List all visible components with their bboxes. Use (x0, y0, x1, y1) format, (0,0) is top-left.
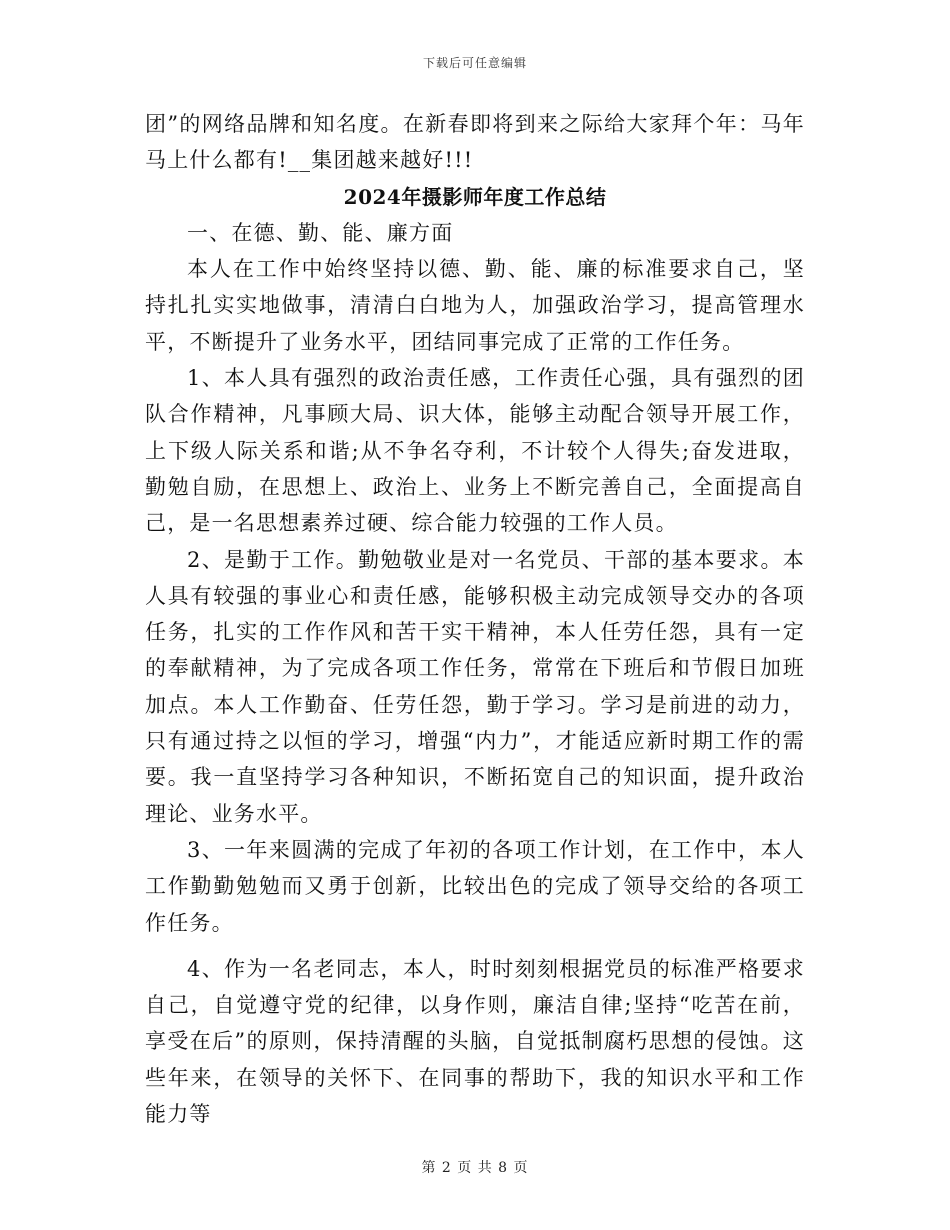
paragraph-1: 1、本人具有强烈的政治责任感，工作责任心强，具有强烈的团队合作精神，凡事顾大局、识大体，能够主动配合领导开展工作，上下级人际关系和谐;从不争名夺利，不计较个人得失;奋发进取，勤勉自励，在思想上、政治上、业务上不断完善自己，全面提高自己，是一名思想素养过硬、综合能力较强的工作人员。 (145, 366, 805, 536)
page-header: 下载后可任意编辑 (422, 56, 527, 70)
paragraph-4: 4、作为一名老同志，本人，时时刻刻根据党员的标准严格要求自己，自觉遵守党的纪律，以身作则，廉洁自律;坚持“吃苦在前，享受在后”的原则，保持清醒的头脑，自觉抵制腐朽思想的侵蚀。这些年来，在领导的关怀下、在同事的帮助下，我的知识水平和工作能力等 (145, 956, 805, 1127)
document-body (145, 106, 805, 1132)
paragraph-2: 2、是勤于工作。勤勉敬业是对一名党员、干部的基本要求。本人具有较强的事业心和责任感，能够积极主动完成领导交办的各项任务，扎实的工作作风和苦干实干精神，本人任劳任怨，具有一定的奉献精神，为了完成各项工作任务，常常在下班后和节假日加班加点。本人工作勤奋、任劳任怨，勤于学习。学习是前进的动力，只有通过持之以恒的学习，增强“内力”，才能适应新时期工作的需要。我一直坚持学习各种知识，不断拓宽自己的知识面，提升政治理论、业务水平。 (145, 547, 805, 826)
page-number: 第 2 页 共 8 页 (421, 1160, 529, 1176)
section-heading: 一、在德、勤、能、廉方面 (187, 220, 454, 245)
continuation-paragraph: 团”的网络品牌和知名度。在新春即将到来之际给大家拜个年：马年马上什么都有!__集团越来越好!!! (145, 112, 805, 173)
paragraph-3: 3、一年来圆满的完成了年初的各项工作计划，在工作中，本人工作勤勤勉勉而又勇于创新，比较出色的完成了领导交给的各项工作任务。 (145, 837, 805, 935)
document-title: 2024年摄影师年度工作总结 (343, 184, 607, 209)
paragraph-intro: 本人在工作中始终坚持以德、勤、能、廉的标准要求自己，坚持扎扎实实地做事，清清白白地为人，加强政治学习，提高管理水平，不断提升了业务水平，团结同事完成了正常的工作任务。 (145, 257, 805, 354)
